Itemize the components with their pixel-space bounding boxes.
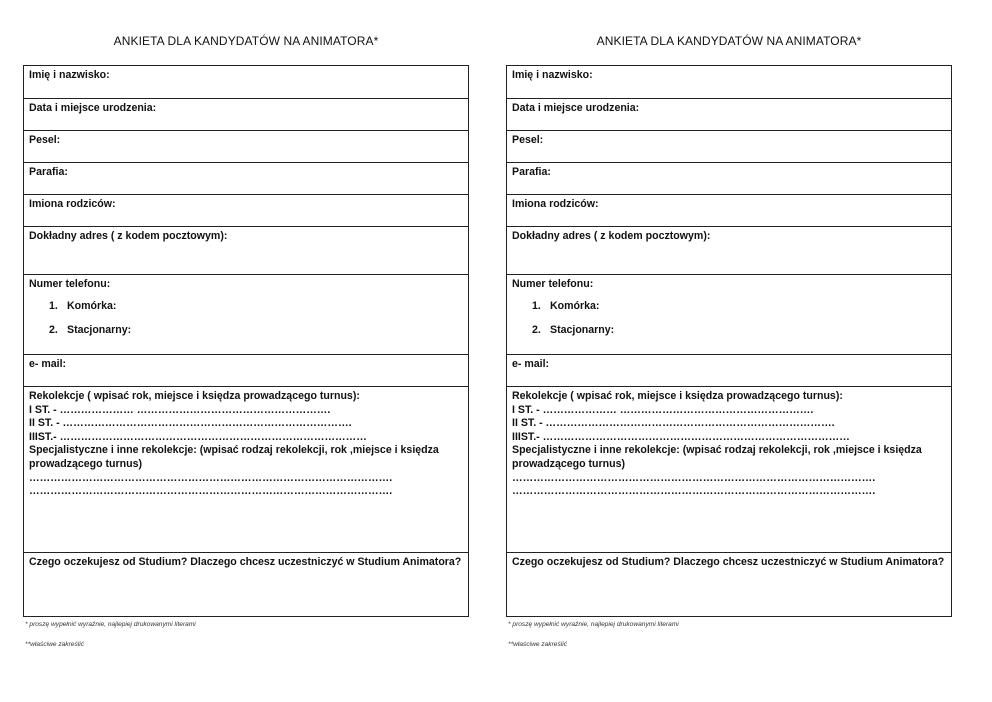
phone-mobile-label: Komórka: <box>550 299 600 312</box>
birth-field[interactable] <box>24 98 468 130</box>
phone-mobile-num: 1. <box>49 299 58 312</box>
footnote-2: **właściwe zakreślić <box>508 641 567 648</box>
birth-label: Data i miejsce urodzenia: <box>512 102 640 114</box>
phone-mobile-item[interactable] <box>49 300 463 324</box>
form-title: ANKIETA DLA KANDYDATÓW NA ANIMATORA* <box>596 34 862 48</box>
parents-field[interactable] <box>507 194 951 226</box>
form-left <box>23 0 469 660</box>
form-right <box>506 0 952 660</box>
phone-landline-label: Stacjonarny: <box>67 323 132 336</box>
phone-mobile-item[interactable] <box>532 300 946 324</box>
email-field[interactable] <box>507 354 951 386</box>
dots-line-2: …………………………………………………………………………………………. <box>512 485 876 498</box>
st2-line: II ST. - ………………………………………………………………………. <box>512 417 835 430</box>
special-label: Specjalistyczne i inne rekolekcje: (wpisać rodzaj rekolekcji, rok ,miejsce i księdza prowadzącego turnus) <box>29 444 439 470</box>
phone-landline-item[interactable] <box>49 324 463 348</box>
expectations-field[interactable] <box>507 552 951 616</box>
phone-list <box>512 300 946 348</box>
pesel-field[interactable] <box>24 130 468 162</box>
pesel-field[interactable] <box>507 130 951 162</box>
address-field[interactable] <box>24 226 468 274</box>
phone-label: Numer telefonu: <box>512 278 594 290</box>
retreats-field[interactable] <box>507 386 951 552</box>
pesel-label: Pesel: <box>512 134 544 146</box>
name-label: Imię i nazwisko: <box>29 69 110 81</box>
phone-landline-item[interactable] <box>532 324 946 348</box>
retreats-field[interactable] <box>24 386 468 552</box>
parents-field[interactable] <box>24 194 468 226</box>
phone-field[interactable] <box>507 274 951 354</box>
address-field[interactable] <box>507 226 951 274</box>
form-table <box>506 65 952 617</box>
st3-line: IIIST.- …………………………………………………………………………… <box>29 430 367 443</box>
pesel-label: Pesel: <box>29 134 61 146</box>
retreats-label: Rekolekcje ( wpisać rok, miejsce i księdza prowadzącego turnus): <box>29 390 360 402</box>
retreats-label: Rekolekcje ( wpisać rok, miejsce i księdza prowadzącego turnus): <box>512 390 843 402</box>
special-label: Specjalistyczne i inne rekolekcje: (wpisać rodzaj rekolekcji, rok ,miejsce i księdza prowadzącego turnus) <box>512 444 922 470</box>
expectations-field[interactable] <box>24 552 468 616</box>
name-field[interactable] <box>24 66 468 98</box>
phone-field[interactable] <box>24 274 468 354</box>
parish-field[interactable] <box>507 162 951 194</box>
dots-line-1: …………………………………………………………………………………………. <box>512 471 876 484</box>
address-label: Dokładny adres ( z kodem pocztowym): <box>29 230 228 242</box>
st3-line: IIIST.- …………………………………………………………………………… <box>512 430 850 443</box>
footnotes <box>506 620 952 660</box>
dots-line-1: …………………………………………………………………………………………. <box>29 471 393 484</box>
st1-line: I ST. - ………………… ………………………………………………. <box>29 403 331 416</box>
st1-line: I ST. - ………………… ………………………………………………. <box>512 403 814 416</box>
name-field[interactable] <box>507 66 951 98</box>
parents-label: Imiona rodziców: <box>512 198 599 210</box>
footnote-1: * proszę wypełnić wyraźnie, najlepiej drukowanymi literami <box>25 621 196 628</box>
expectations-label: Czego oczekujesz od Studium? Dlaczego chcesz uczestniczyć w Studium Animatora? <box>512 556 945 568</box>
parish-field[interactable] <box>24 162 468 194</box>
parish-label: Parafia: <box>29 166 68 178</box>
parents-label: Imiona rodziców: <box>29 198 116 210</box>
name-label: Imię i nazwisko: <box>512 69 593 81</box>
phone-mobile-num: 1. <box>532 299 541 312</box>
phone-landline-num: 2. <box>532 323 541 336</box>
email-field[interactable] <box>24 354 468 386</box>
phone-landline-label: Stacjonarny: <box>550 323 615 336</box>
address-label: Dokładny adres ( z kodem pocztowym): <box>512 230 711 242</box>
phone-mobile-label: Komórka: <box>67 299 117 312</box>
dots-line-2: …………………………………………………………………………………………. <box>29 485 393 498</box>
footnote-2: **właściwe zakreślić <box>25 641 84 648</box>
footnote-1: * proszę wypełnić wyraźnie, najlepiej drukowanymi literami <box>508 621 679 628</box>
parish-label: Parafia: <box>512 166 551 178</box>
footnotes <box>23 620 469 660</box>
birth-field[interactable] <box>507 98 951 130</box>
birth-label: Data i miejsce urodzenia: <box>29 102 157 114</box>
phone-landline-num: 2. <box>49 323 58 336</box>
phone-list <box>29 300 463 348</box>
form-table <box>23 65 469 617</box>
expectations-label: Czego oczekujesz od Studium? Dlaczego chcesz uczestniczyć w Studium Animatora? <box>29 556 462 568</box>
email-label: e- mail: <box>512 358 550 370</box>
phone-label: Numer telefonu: <box>29 278 111 290</box>
email-label: e- mail: <box>29 358 67 370</box>
form-title: ANKIETA DLA KANDYDATÓW NA ANIMATORA* <box>113 34 379 48</box>
st2-line: II ST. - ………………………………………………………………………. <box>29 417 352 430</box>
